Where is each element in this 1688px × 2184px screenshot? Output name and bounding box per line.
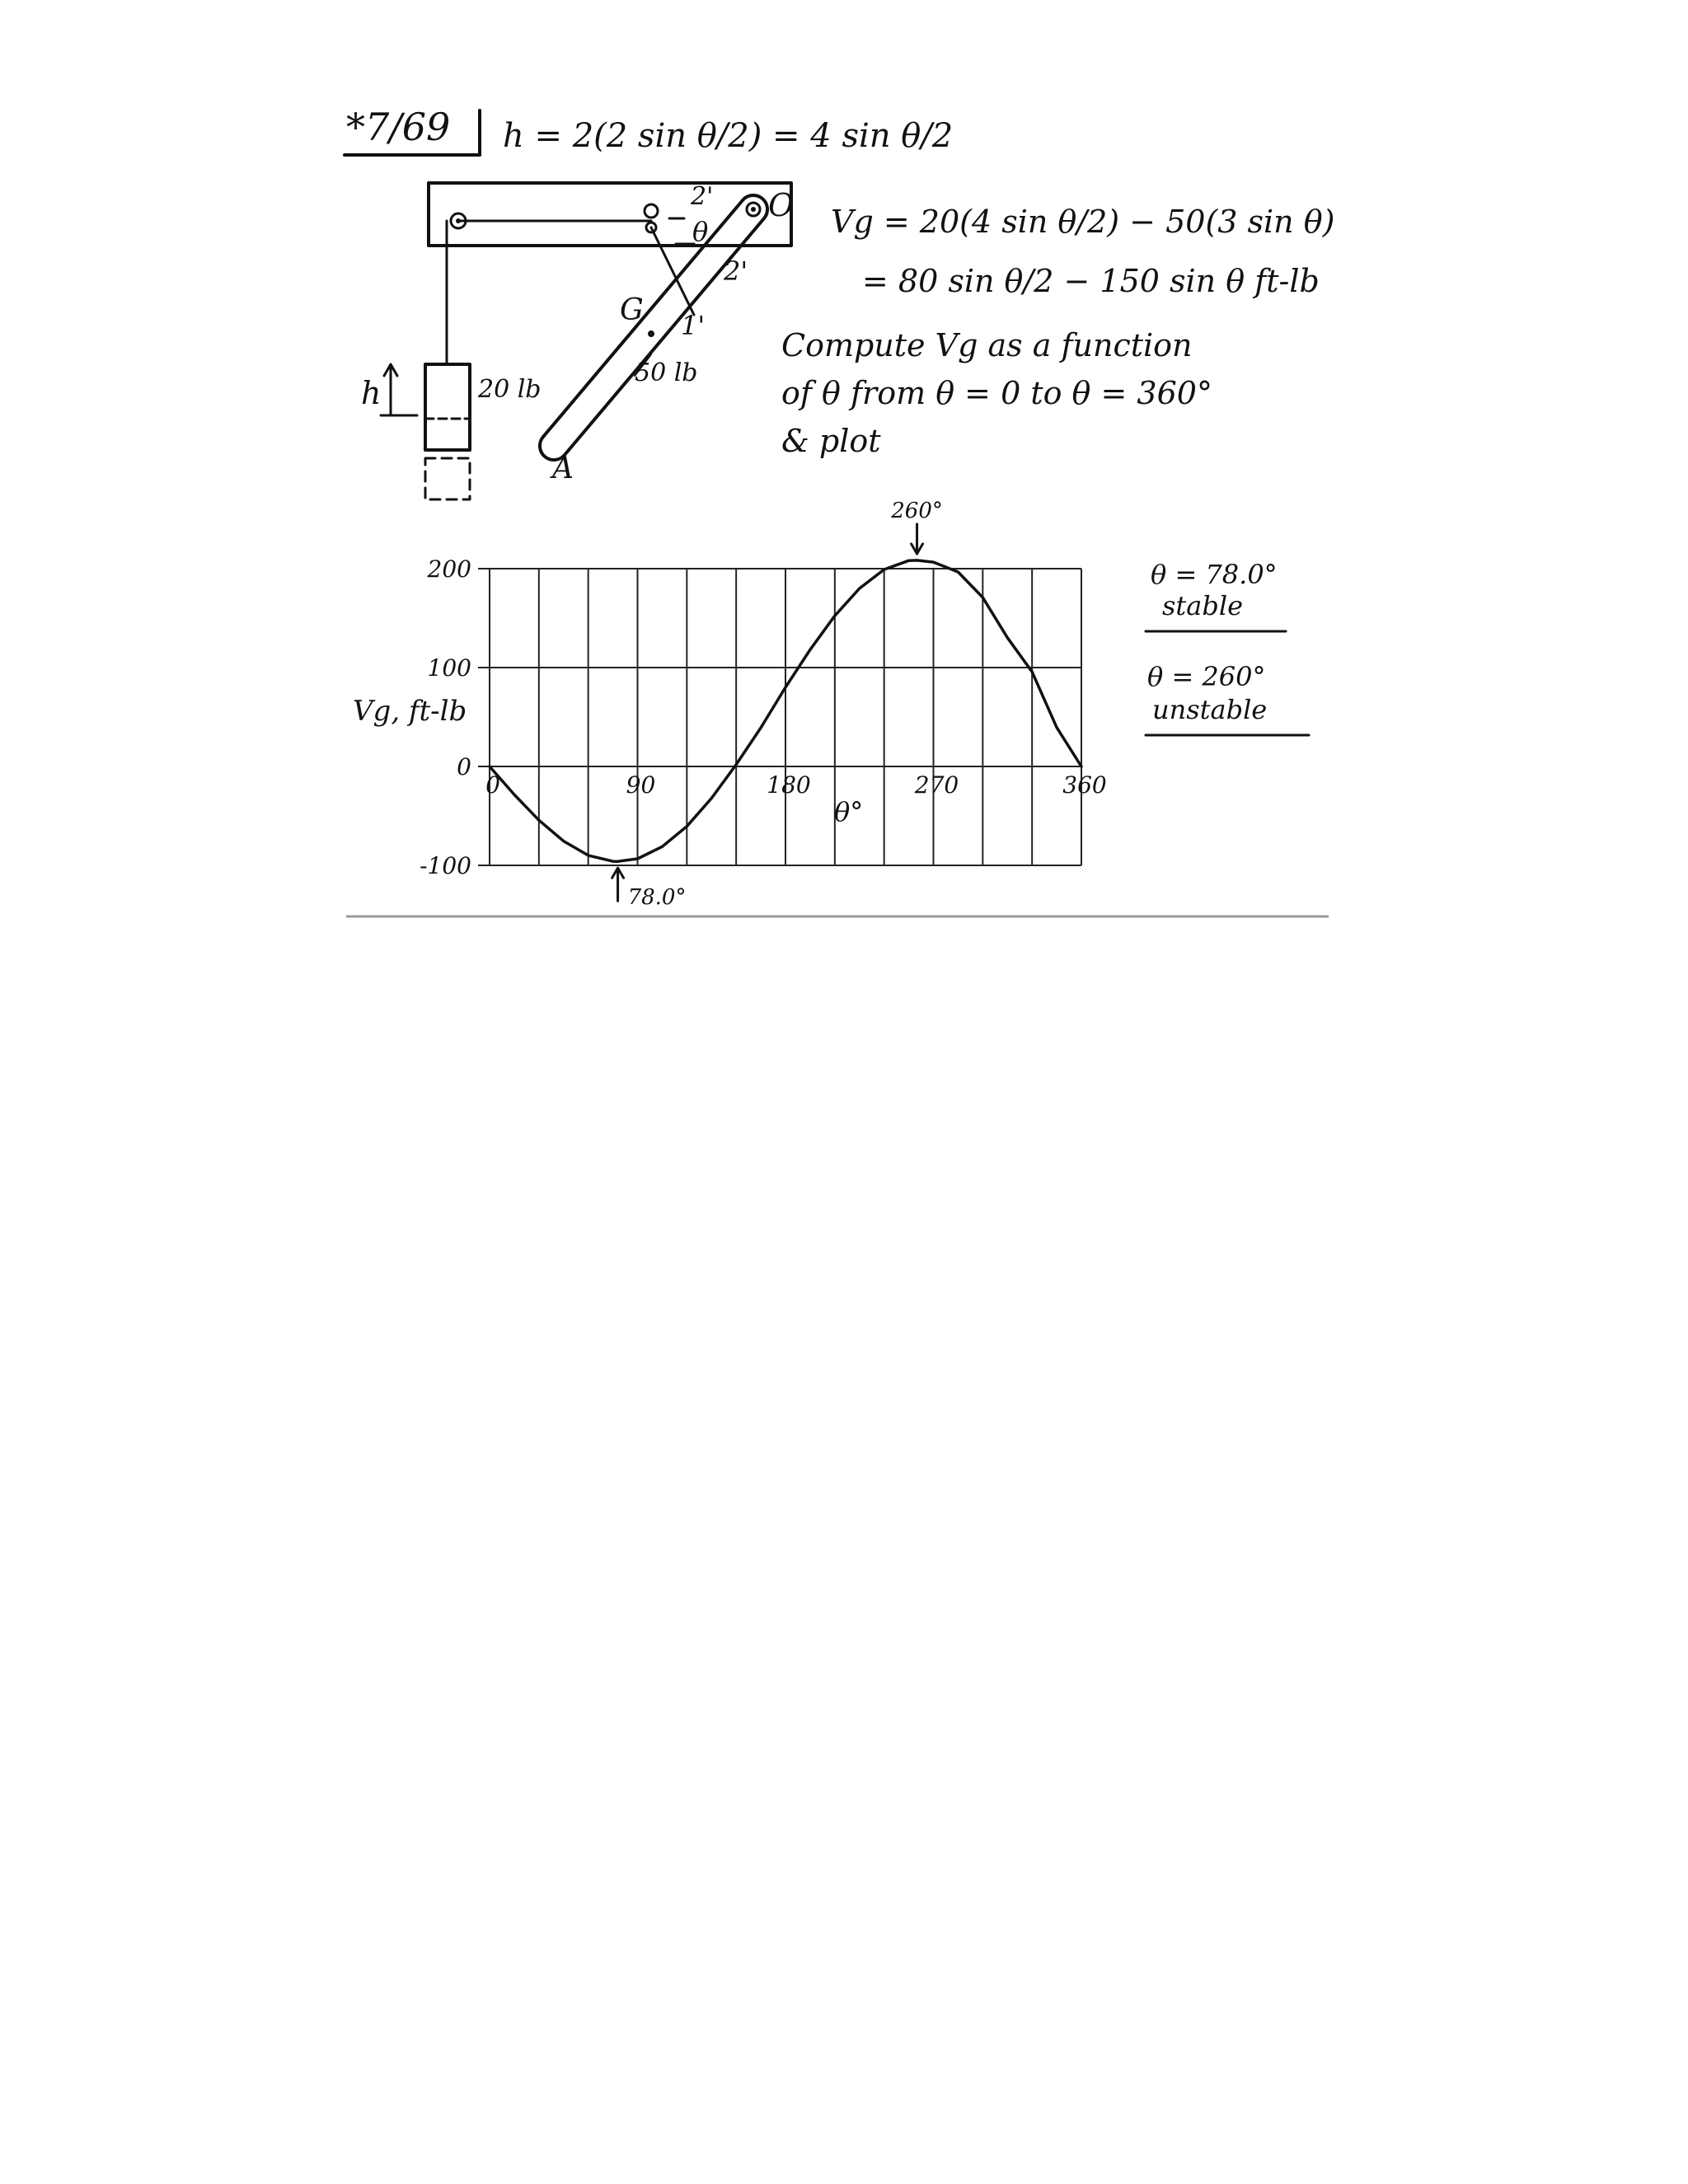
vg-plot [353, 499, 1107, 910]
x-tick-label: 0 [485, 771, 500, 799]
instruction-line2: of θ from θ = 0 to θ = 360° [781, 375, 1212, 411]
x-tick-label: 180 [767, 771, 811, 799]
y-tick-label: 0 [457, 753, 471, 780]
pivot-o-hub [751, 207, 756, 212]
x-axis-label: θ° [834, 796, 864, 827]
center-of-mass-g [648, 330, 654, 337]
y-tick-label: 100 [427, 654, 471, 682]
pulley-mid [645, 204, 658, 218]
y-tick-label: -100 [420, 852, 471, 879]
label-h: h [361, 375, 382, 411]
unstable-angle: θ = 260° [1147, 661, 1266, 692]
problem-number: *7/69 [346, 105, 451, 149]
label-2ft-bar: 2' [724, 255, 748, 287]
x-tick-label: 360 [1062, 771, 1107, 799]
x-tick-label: 270 [914, 771, 959, 799]
x-tick-label: 90 [626, 771, 656, 799]
label-2ft-top: 2' [691, 182, 714, 211]
label-theta: θ [692, 216, 709, 247]
label-50lb: 50 lb [635, 359, 698, 387]
stability-results [1146, 559, 1309, 735]
weight-initial-position [425, 458, 470, 499]
vg-equation-line2: = 80 sin θ/2 − 150 sin θ ft-lb [862, 263, 1320, 299]
mechanism-figure [361, 182, 794, 499]
annotation-label: 260° [891, 498, 943, 523]
instruction-line3: & plot [781, 423, 881, 459]
label-1ft: 1' [681, 310, 706, 341]
x-tick-labels [485, 771, 1107, 799]
weight-block [425, 364, 470, 450]
potential-energy-equations [781, 204, 1334, 459]
pulley-left-hub [456, 218, 461, 223]
label-g: G [620, 293, 644, 327]
label-o: O [768, 187, 795, 223]
problem-header [345, 105, 953, 155]
unstable-label: unstable [1152, 694, 1268, 725]
label-20lb: 20 lb [478, 375, 542, 404]
h-equation: h = 2(2 sin θ/2) = 4 sin θ/2 [503, 117, 954, 155]
stable-angle: θ = 78.0° [1151, 559, 1278, 590]
y-tick-label: 200 [427, 555, 471, 583]
y-axis-label: Vg, ft-lb [353, 695, 467, 728]
label-a: A [552, 452, 574, 485]
annotation-label: 78.0° [627, 885, 687, 911]
stable-label: stable [1162, 590, 1244, 621]
vg-equation-line1: Vg = 20(4 sin θ/2) − 50(3 sin θ) [831, 204, 1335, 240]
support-beam [429, 183, 791, 246]
instruction-line1: Compute Vg as a function [781, 327, 1193, 363]
